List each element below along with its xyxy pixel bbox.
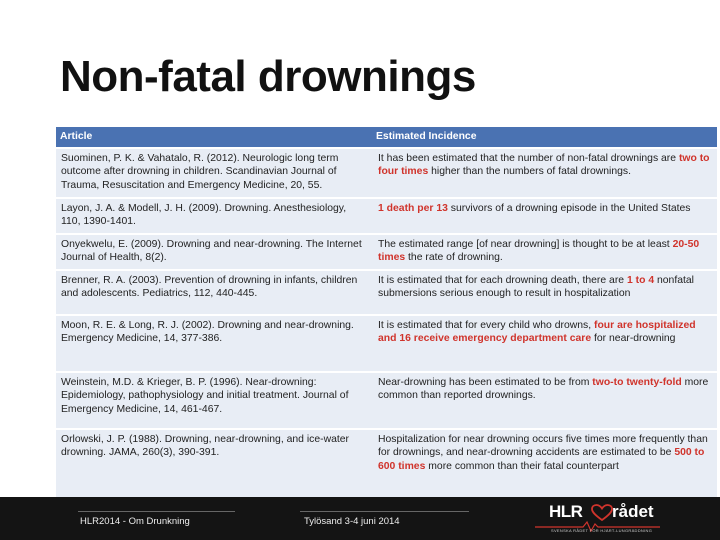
highlighted-figure: 1 to 4	[626, 274, 655, 286]
incidence-text: for near-drowning	[591, 333, 676, 344]
highlighted-figure: 20-50 times	[378, 238, 700, 263]
incidence-cell	[372, 373, 717, 428]
incidence-text: more common than their fatal counterpart	[425, 460, 619, 472]
slide-title: Non-fatal drownings	[60, 52, 476, 101]
footer-divider-center	[300, 511, 469, 512]
incidence-text: nonfatal submersions serious enough to result in hospitalization	[378, 274, 694, 299]
highlighted-figure: two-to twenty-fold	[592, 376, 682, 388]
table-body	[56, 149, 717, 500]
highlighted-figure: four are hospitalized and 16 receive emergency department care	[378, 319, 696, 344]
incidence-cell	[372, 316, 717, 371]
table-header-row	[56, 127, 717, 147]
article-cell: Layon, J. A. & Modell, J. H. (2009). Drowning. Anesthesiology, 110, 1390-1401.	[56, 199, 372, 233]
article-cell: Brenner, R. A. (2003). Prevention of drowning in infants, children and adolescents. Pediatrics, 112, 440-445.	[56, 271, 372, 314]
table-row	[56, 373, 717, 428]
article-cell: Orlowski, J. P. (1988). Drowning, near-drowning, and ice-water drowning. JAMA, 260(3), 390-391.	[56, 430, 372, 500]
incidence-text: It has been estimated that the number of non-fatal drownings are	[378, 152, 679, 164]
incidence-cell	[372, 271, 717, 314]
incidence-text: It is estimated that for each drowning death, there are	[378, 274, 627, 286]
highlighted-figure: 1 death per 13	[378, 202, 448, 214]
incidence-text: The estimated range [of near drowning] is thought to be at least	[378, 238, 673, 250]
incidence-cell	[372, 199, 717, 233]
table-row	[56, 430, 717, 500]
table-row	[56, 271, 717, 314]
article-cell: Moon, R. E. & Long, R. J. (2002). Drowning and near-drowning. Emergency Medicine, 14, 377-386.	[56, 316, 372, 371]
hlr-radet-logo	[535, 502, 660, 536]
incidence-cell	[372, 149, 717, 197]
incidence-text: the rate of drowning.	[405, 252, 503, 263]
footer-bar	[0, 497, 720, 540]
article-cell: Onyekwelu, E. (2009). Drowning and near-drowning. The Internet Journal of Health, 8(2).	[56, 235, 372, 269]
table-row	[56, 235, 717, 269]
highlighted-figure: 500 to 600 times	[378, 447, 705, 472]
logo-hlr-text: HLR	[549, 502, 583, 521]
incidence-text: survivors of a drowning episode in the United States	[447, 202, 691, 214]
footer-divider-left	[78, 511, 235, 512]
incidence-text: It is estimated that for every child who drowns,	[378, 319, 594, 331]
incidence-table	[56, 125, 717, 502]
incidence-cell	[372, 235, 717, 269]
header-article: Article	[56, 127, 372, 147]
incidence-text: higher than the numbers of fatal drownings.	[428, 166, 631, 177]
incidence-cell	[372, 430, 717, 500]
incidence-text: more common than reported drownings.	[378, 376, 709, 401]
article-cell: Weinstein, M.D. & Krieger, B. P. (1996). Near-drowning: Epidemiology, pathophysiology and initial treatment. Journal of Emergency Medicine, 14, 461-467.	[56, 373, 372, 428]
footer-left-text: HLR2014 - Om Drunkning	[80, 516, 190, 527]
article-cell: Suominen, P. K. & Vahatalo, R. (2012). Neurologic long term outcome after drowning in children. Scandinavian Journal of Trauma, Resuscitation and Emergency Medicine, 20, 55.	[56, 149, 372, 197]
logo-subtitle: SVENSKA RÅDET FÖR HJÄRT-LUNGRÄDDNING	[551, 528, 653, 533]
incidence-text: Near-drowning has been estimated to be from	[378, 376, 593, 388]
footer-center-text: Tylösand 3-4 juni 2014	[304, 516, 400, 527]
header-estimated-incidence: Estimated Incidence	[372, 127, 717, 147]
logo-radet-text: rådet	[612, 502, 654, 521]
highlighted-figure: two to four times	[378, 152, 710, 177]
table-row	[56, 149, 717, 197]
incidence-text: Hospitalization for near drowning occurs five times more frequently than for drownings, and near-drowning accidents are estimated to be	[378, 433, 708, 458]
table-row	[56, 316, 717, 371]
table-row	[56, 199, 717, 233]
